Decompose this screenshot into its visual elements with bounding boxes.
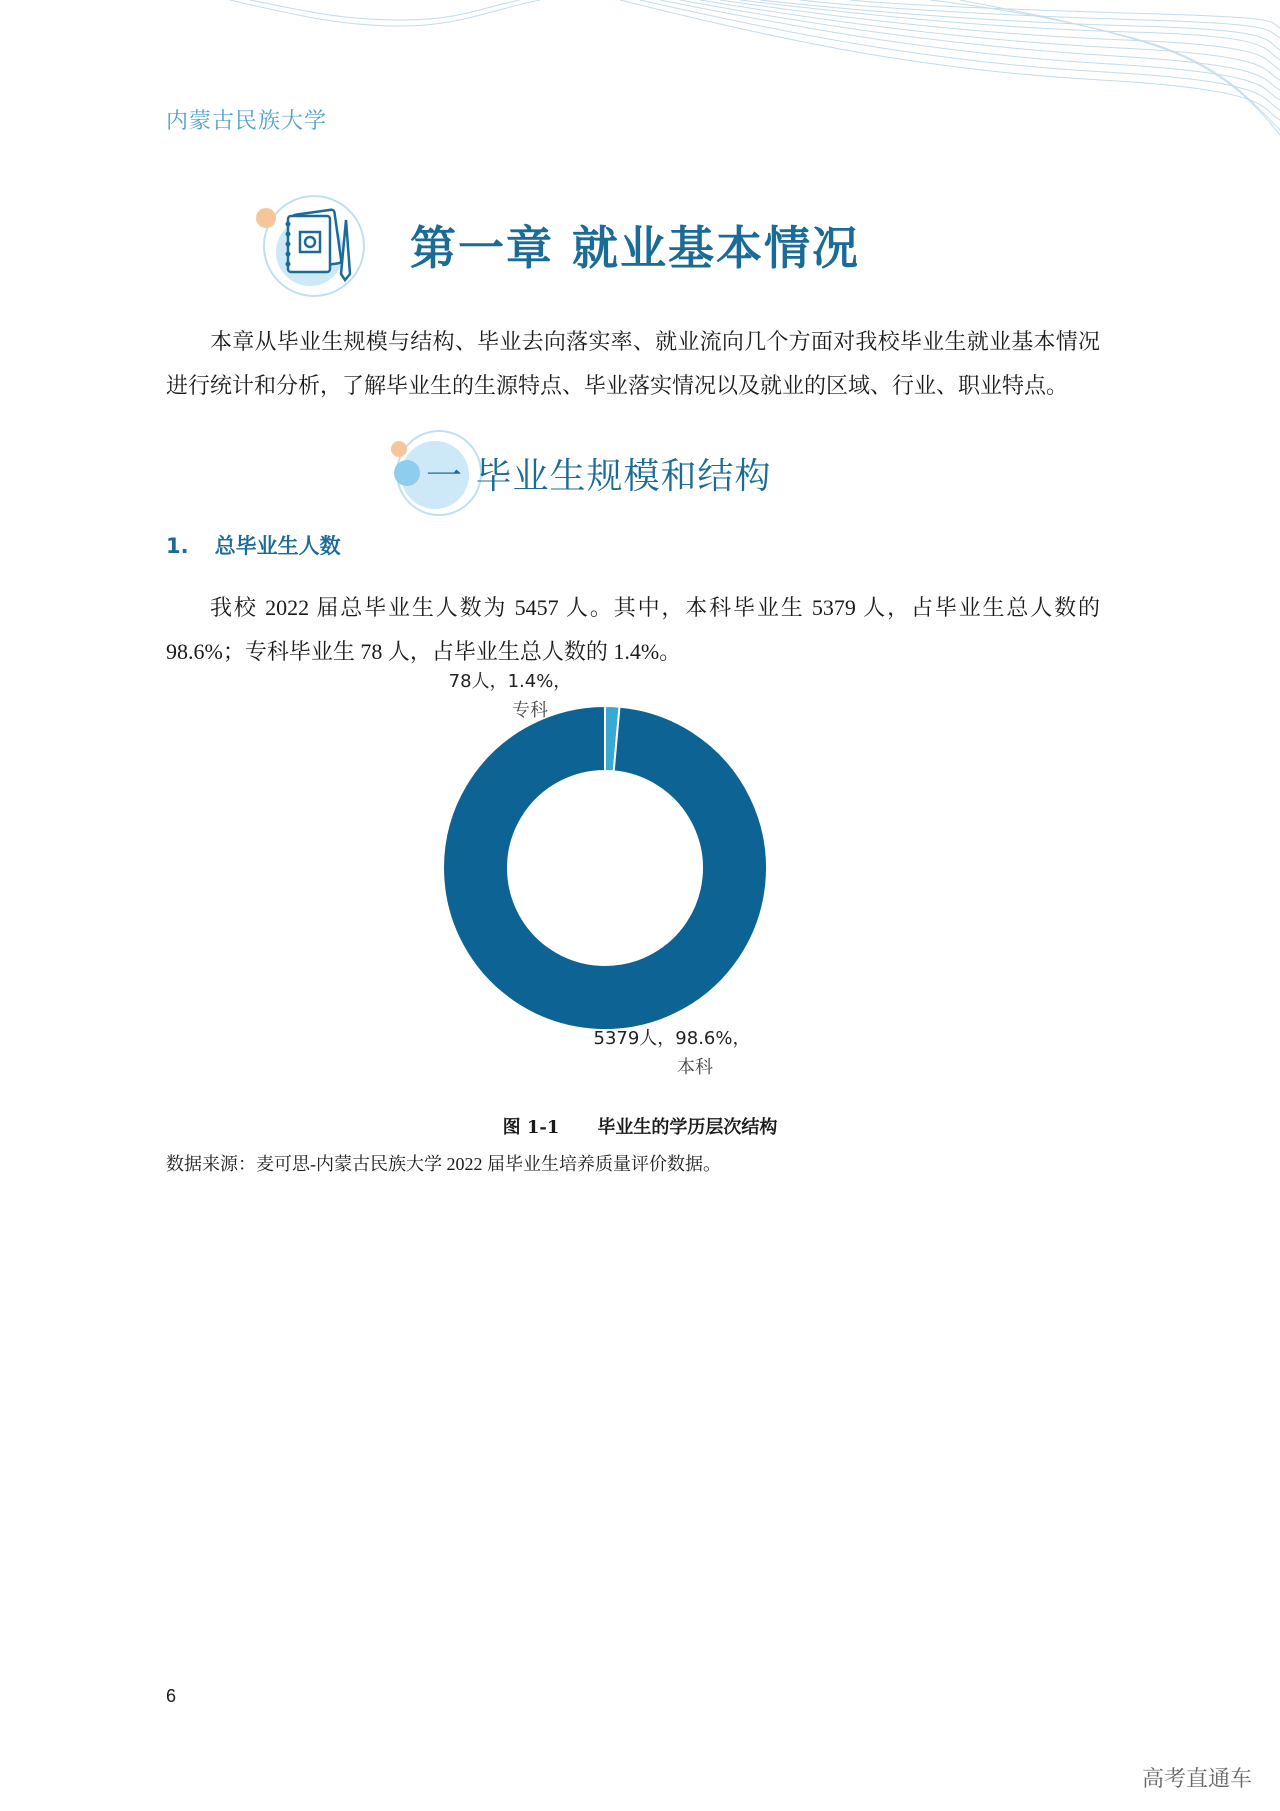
page-number: 6 bbox=[166, 1686, 177, 1706]
education-level-donut-chart bbox=[420, 660, 820, 1090]
section-title: 一 毕业生规模和结构 bbox=[426, 456, 772, 497]
donut-slice-benke bbox=[443, 706, 767, 1030]
figure-caption bbox=[0, 1113, 1280, 1139]
body-paragraph: 我校 2022 届总毕业生人数为 5457 人。其中，本科毕业生 5379 人，占毕业生总人数的 98.6%；专科毕业生 78 人，占毕业生总人数的 1.4%。 bbox=[166, 595, 1100, 664]
label-benke-line1: 5379人，98.6%， bbox=[593, 1028, 751, 1049]
watermark-text: 高考直通车 bbox=[1141, 1767, 1252, 1792]
figure-title: 毕业生的学历层次结构 bbox=[597, 1117, 778, 1138]
chapter-title: 第一章 就业基本情况 bbox=[410, 221, 861, 275]
subsection-heading bbox=[166, 530, 341, 560]
figure-number: 图 1-1 bbox=[502, 1117, 560, 1138]
header-school-name: 内蒙古民族大学 bbox=[166, 108, 328, 133]
notebook-icon bbox=[250, 190, 380, 300]
label-zhuanke-line2: 专科 bbox=[512, 700, 548, 721]
chapter-intro: 本章从毕业生规模与结构、毕业去向落实率、就业流向几个方面对我校毕业生就业基本情况进行统计和分析，了解毕业生的生源特点、毕业落实情况以及就业的区域、行业、职业特点。 bbox=[166, 329, 1100, 398]
label-benke-line2: 本科 bbox=[677, 1057, 713, 1078]
subsection-number: 1. bbox=[166, 534, 189, 558]
subsection-title: 总毕业生人数 bbox=[214, 534, 341, 558]
data-source-note: 数据来源：麦可思-内蒙古民族大学 2022 届毕业生培养质量评价数据。 bbox=[166, 1154, 721, 1174]
label-zhuanke-line1: 78人，1.4%， bbox=[448, 671, 572, 692]
